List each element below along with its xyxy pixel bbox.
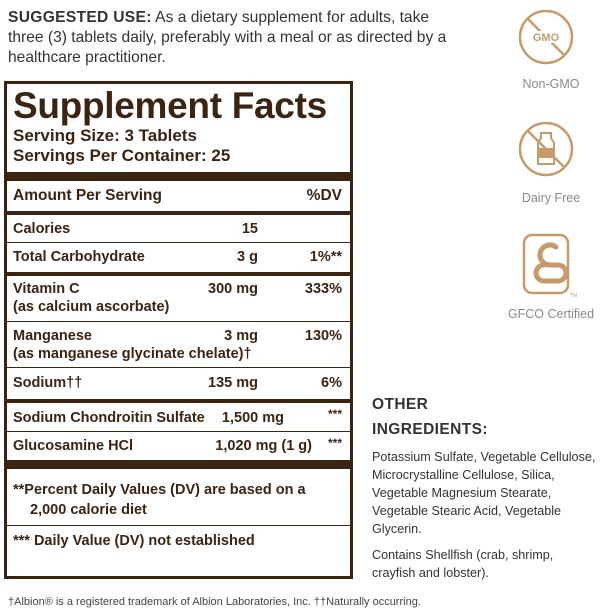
gfco-certified-label: GFCO Certified <box>507 307 595 321</box>
divider <box>7 525 350 526</box>
nutrient-dv: *** <box>327 407 342 421</box>
other-ingredients-heading-line: OTHER <box>372 396 429 413</box>
nutrient-row <box>13 243 344 272</box>
svg-text:TM: TM <box>570 293 578 299</box>
nutrient-source: (as manganese glycinate chelate)† <box>13 346 252 362</box>
nutrient-row <box>13 322 344 367</box>
suggested-use-heading: SUGGESTED USE: <box>8 9 152 26</box>
serving-size: Serving Size: 3 Tablets <box>13 126 197 145</box>
divider-thick <box>7 460 350 469</box>
suggested-use-text: As a dietary supplement for adults, take three (3) tablets daily, preferably with a meal or as directed by a healthcare practitioner. <box>8 9 447 66</box>
nutrient-name: Vitamin C <box>13 281 80 297</box>
nutrient-amount: 135 mg <box>208 375 258 391</box>
non-gmo-icon-text: GMO <box>532 32 560 44</box>
nutrient-amount: 300 mg <box>208 281 258 297</box>
other-ingredients-heading <box>372 392 597 442</box>
servings-per-container: Servings Per Container: 25 <box>13 146 231 165</box>
non-gmo-label: Non-GMO <box>522 77 580 91</box>
nutrient-name: Total Carbohydrate <box>13 249 145 265</box>
divider-thick <box>7 172 350 181</box>
nutrient-name: Calories <box>13 221 71 237</box>
ingredients-list: Potassium Sulfate, Vegetable Cellulose, Microcrystalline Cellulose, Silica, Vegetable Magnesium Stearate, Vegetable Stearic Acid, Vegetable Glycerin. <box>372 450 596 536</box>
trademark-footnote: †Albion® is a registered trademark of Albion Laboratories, Inc. ††Naturally occurring. <box>8 596 421 608</box>
dairy-free-label: Dairy Free <box>521 191 581 205</box>
nutrient-amount: 1,500 mg <box>221 410 284 426</box>
suggested-use <box>8 8 448 68</box>
nutrient-name: Sodium†† <box>13 375 83 391</box>
supplement-facts-panel <box>4 81 353 579</box>
other-ingredients-heading-line: INGREDIENTS: <box>372 421 488 438</box>
footnote-line: **Percent Daily Values (DV) are based on a <box>13 482 306 498</box>
nutrient-dv: 333% <box>304 281 342 297</box>
nutrient-name: Manganese <box>13 328 92 344</box>
nutrient-dv: 1%** <box>309 249 342 265</box>
amount-header-row <box>13 181 344 211</box>
non-gmo-icon <box>517 8 575 66</box>
nutrient-dv: 130% <box>304 328 342 344</box>
nutrient-name: Glucosamine HCl <box>13 438 134 454</box>
footnote-line: 2,000 calorie diet <box>30 502 147 518</box>
nutrient-dv: 6% <box>321 375 342 391</box>
nutrient-row <box>13 403 344 431</box>
nutrient-name: Sodium Chondroitin Sulfate <box>13 410 205 426</box>
nutrient-amount: 3 mg <box>224 328 258 344</box>
amount-per-serving-header: Amount Per Serving <box>13 187 162 204</box>
nutrient-amount: 3 g <box>237 249 258 265</box>
dairy-free-icon <box>517 120 575 178</box>
nutrient-row <box>13 432 344 460</box>
nutrient-amount: 1,020 mg (1 g) <box>215 438 312 454</box>
facts-title: Supplement Facts <box>13 85 327 126</box>
nutrient-source: (as calcium ascorbate) <box>13 299 170 315</box>
allergen-statement: Contains Shellfish (crab, shrimp, crayfish and lobster). <box>372 548 554 580</box>
other-ingredients <box>372 392 597 582</box>
footnote-dv <box>13 480 344 520</box>
nutrient-row <box>13 368 344 399</box>
footnote-not-established: *** Daily Value (DV) not established <box>13 533 255 549</box>
nutrient-row <box>13 276 344 321</box>
nutrient-row <box>13 215 344 242</box>
dv-header: %DV <box>306 187 342 204</box>
gfco-certified-icon <box>522 233 578 299</box>
nutrient-dv: *** <box>327 436 342 450</box>
nutrient-amount: 15 <box>241 221 258 237</box>
